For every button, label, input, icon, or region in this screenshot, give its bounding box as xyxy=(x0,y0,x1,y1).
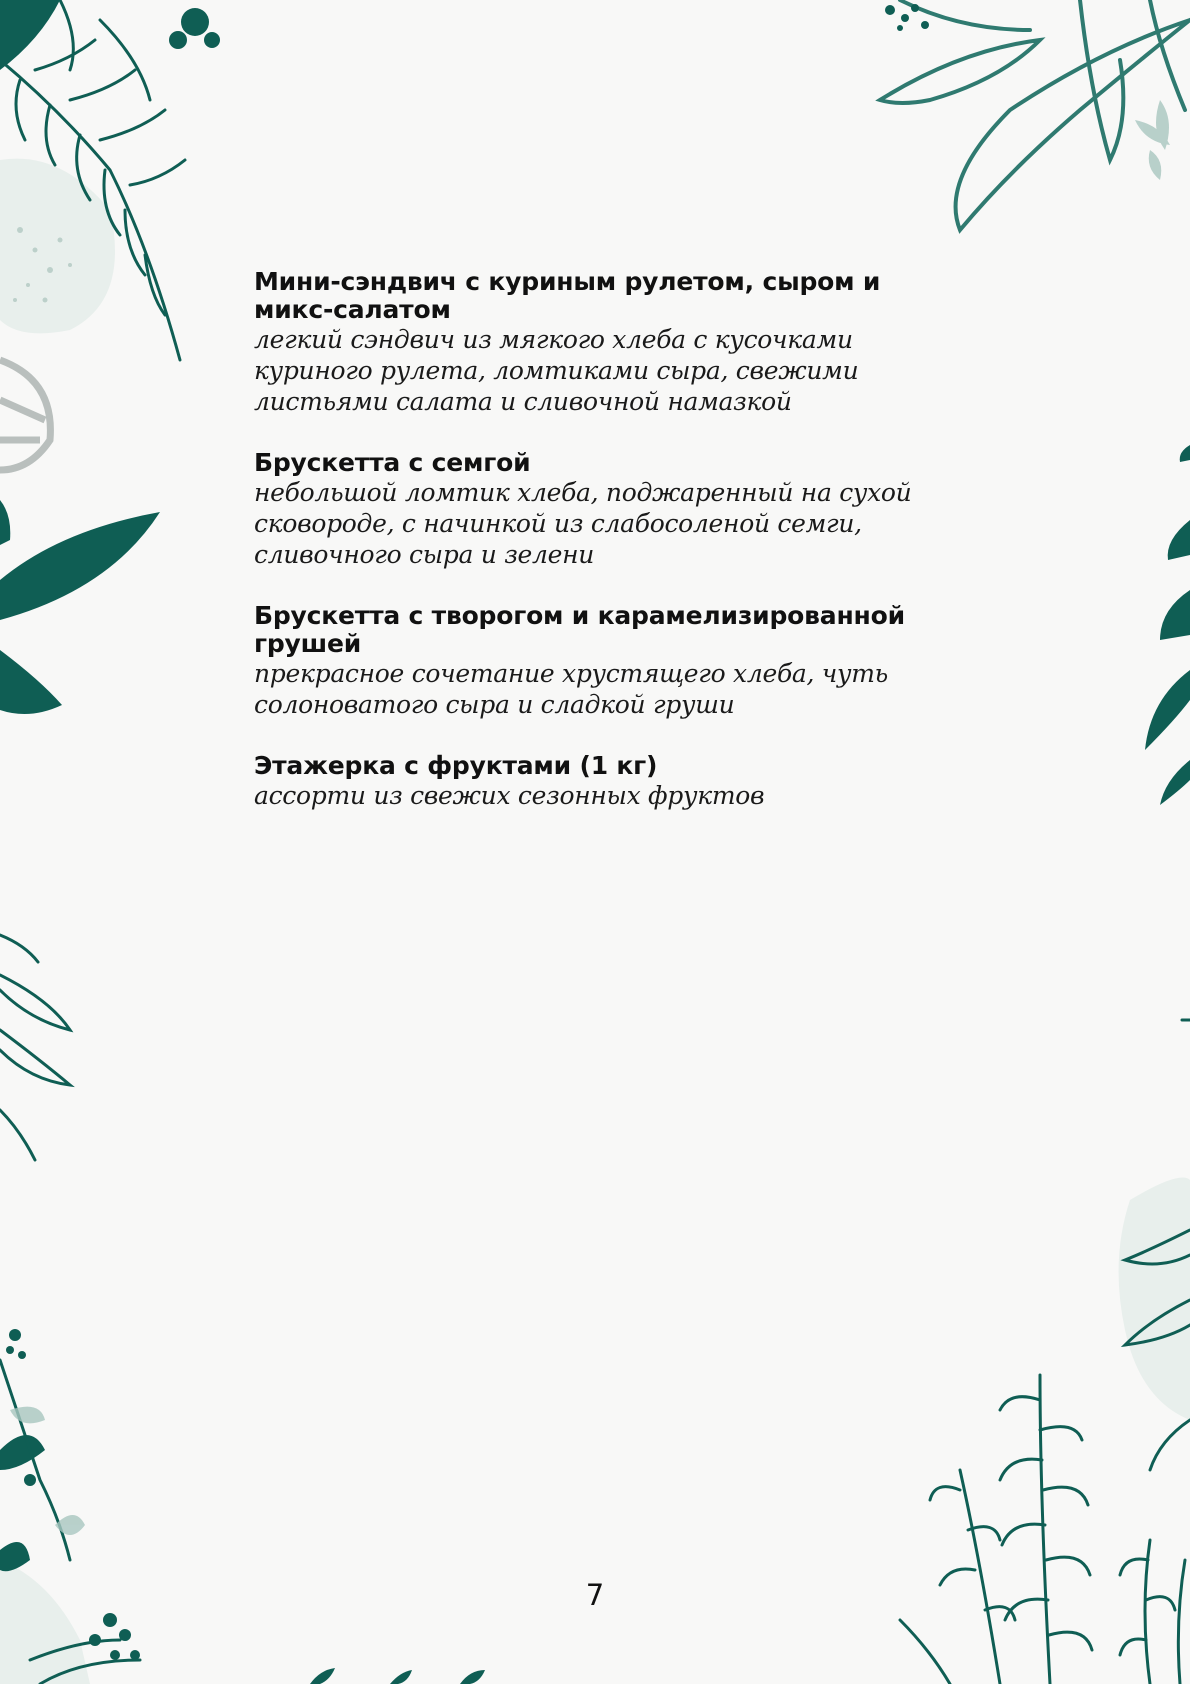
menu-item-name: Брускетта с творогом и карамелизированной грушей xyxy=(254,601,905,658)
dotted-leaf-icon xyxy=(13,227,72,303)
dark-leaf-top-left-icon xyxy=(0,0,220,70)
grey-striped-leaf-icon xyxy=(0,360,50,470)
menu-item-name: Брускетта с семгой xyxy=(254,448,531,477)
berries-top-right-icon xyxy=(885,4,929,31)
menu-item-description: небольшой ломтик хлеба, поджаренный на сухой сковороде, с начинкой из слабосоленой семги, сливочного сыра и зелени xyxy=(254,478,912,569)
menu-item-name: Мини-сэндвич с куриным рулетом, сыром и микс-салатом xyxy=(254,267,881,324)
pale-leaves-top-right-icon xyxy=(1135,100,1170,180)
page-number: 7 xyxy=(585,1578,605,1612)
menu-item xyxy=(254,602,954,720)
pale-leaves-bottom-left-icon xyxy=(10,1407,85,1535)
berry-sprig-bottom-left-icon xyxy=(0,1329,140,1660)
outlined-leaves-left-icon xyxy=(0,935,70,1160)
menu-item xyxy=(254,752,954,811)
menu-item-description: прекрасное сочетание хрустящего хлеба, чуть солоноватого сыра и сладкой груши xyxy=(254,659,888,719)
menu-item xyxy=(254,449,954,570)
solid-leaves-right-icon xyxy=(1145,445,1190,805)
outlined-leaves-right-icon xyxy=(1125,1020,1190,1470)
stems-bottom-left-icon xyxy=(0,1360,140,1684)
menu-item-name: Этажерка с фруктами (1 кг) xyxy=(254,751,658,780)
menu-item-description: легкий сэндвич из мягкого хлеба с кусочками куриного рулета, ломтиками сыра, свежими листьями салата и сливочной намазкой xyxy=(254,325,859,416)
fern-sprig-top-left-icon xyxy=(0,0,185,360)
menu-item xyxy=(254,268,954,417)
menu-item-description: ассорти из свежих сезонных фруктов xyxy=(254,781,765,810)
small-leaves-bottom-center-icon xyxy=(310,1668,485,1684)
large-leaf-outline-top-right-icon xyxy=(880,0,1190,230)
fern-sprig-bottom-right-icon xyxy=(900,1375,1185,1684)
solid-leaves-left-icon xyxy=(0,500,160,714)
menu-section xyxy=(254,268,954,843)
